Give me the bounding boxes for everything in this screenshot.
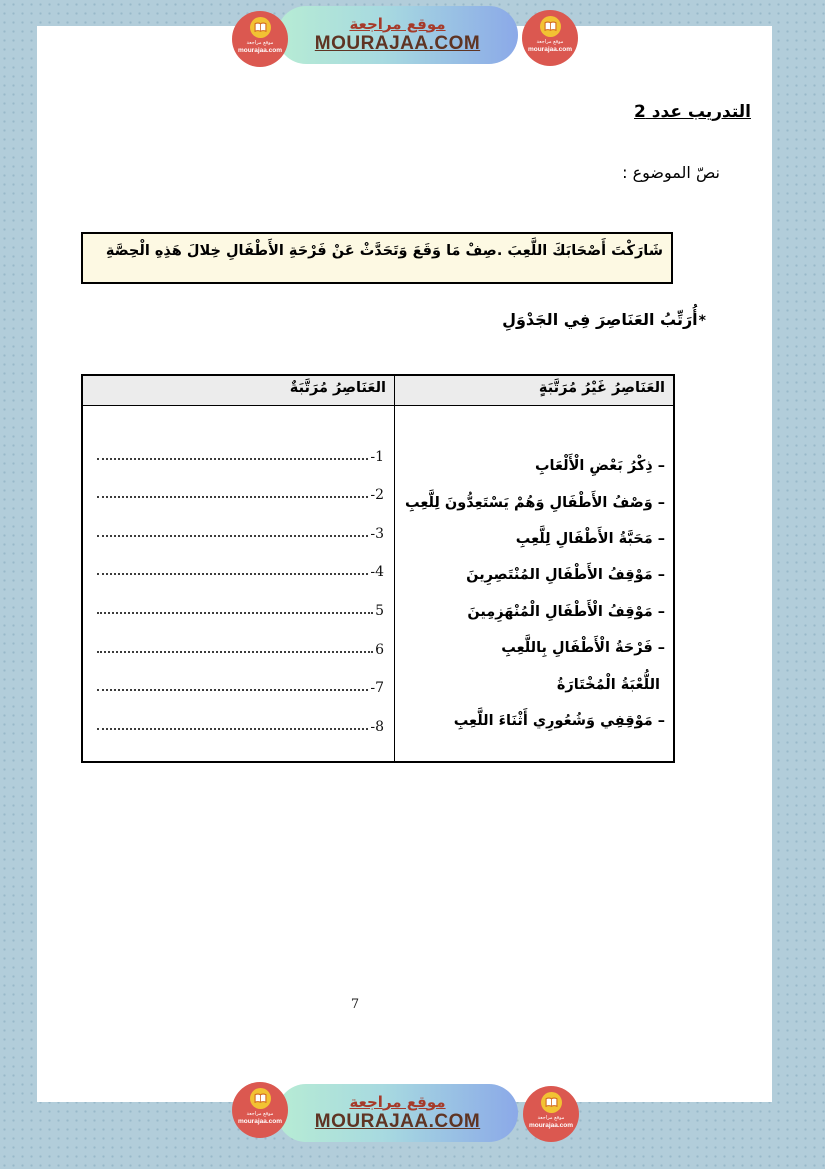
line-number: -7 <box>370 680 384 697</box>
dash-bullet: – <box>657 640 665 657</box>
logo-caption-domain: mourajaa.com <box>527 45 573 53</box>
logo-caption-arabic: موقع مراجعة <box>537 1115 565 1121</box>
line-number: 6 <box>375 641 384 658</box>
dotted-leader <box>97 612 373 614</box>
dotted-leader <box>97 728 368 730</box>
logo-caption-domain: mourajaa.com <box>237 46 283 54</box>
answer-line <box>97 696 384 735</box>
ordered-elements-cell <box>83 406 394 761</box>
dash-bullet: – <box>657 712 665 729</box>
answer-line <box>97 465 384 504</box>
line-number: -2 <box>370 487 384 504</box>
answer-line <box>97 542 384 581</box>
dash-bullet: – <box>657 458 665 475</box>
site-domain-link[interactable]: MOURAJAA.COM <box>314 33 481 55</box>
dotted-leader <box>97 573 368 575</box>
site-name-arabic: موقع مراجعة <box>349 1092 446 1111</box>
table-header-row <box>83 376 673 406</box>
list-item <box>399 484 665 520</box>
prompt-box <box>81 232 673 284</box>
site-domain-link[interactable]: MOURAJAA.COM <box>314 1111 481 1133</box>
dotted-leader <box>97 535 368 537</box>
list-item <box>399 557 665 593</box>
item-text: مَوْقِفُ الأَطْفَالِ المُنْتَصِرِينَ <box>466 567 653 584</box>
answer-line <box>97 503 384 542</box>
dotted-leader <box>97 689 368 691</box>
unordered-elements-cell <box>394 406 673 761</box>
answer-line <box>97 658 384 697</box>
item-text: مَوْقِفُ الْأَطْفَالِ الْمُنْهَزِمِينَ <box>467 603 653 620</box>
site-logo-top-left <box>232 11 288 67</box>
logo-caption-arabic: موقع مراجعة <box>246 40 274 46</box>
dash-bullet: – <box>657 494 665 511</box>
site-banner-bottom[interactable] <box>277 1084 518 1142</box>
dash-bullet: – <box>657 603 665 620</box>
prompt-text: شَارَكْتَ أَصْحَابَكَ اللَّعِبَ .صِفْ مَا وَقَعَ وَتَحَدَّثْ عَنْ فَرْحَةِ الأَطْفَالِ خِلالَ هَذِهِ الْحِصَّةِ <box>105 243 663 259</box>
answer-line <box>97 619 384 658</box>
list-item <box>399 521 665 557</box>
list-item <box>399 594 665 630</box>
dotted-leader <box>97 458 368 460</box>
dash-bullet: – <box>657 567 665 584</box>
list-item <box>399 630 665 666</box>
line-number: -8 <box>370 718 384 735</box>
item-text: مَوْقِفِي وَشُعُورِي أَثْنَاءَ اللَّعِبِ <box>453 712 653 729</box>
list-item <box>399 703 665 739</box>
dotted-leader <box>97 651 373 653</box>
instruction-text: أُرَتِّبُ العَنَاصِرَ فِي الجَدْوَلِ <box>502 310 698 329</box>
site-logo-bottom-left <box>232 1082 288 1138</box>
answer-line <box>97 580 384 619</box>
item-text: وَصْفُ الأَطْفَالِ وَهُمْ يَسْتَعِدُّونَ لِلَّعِبِ <box>404 494 653 511</box>
list-item <box>399 448 665 484</box>
site-logo-bottom-right <box>523 1086 579 1142</box>
line-number: -3 <box>370 525 384 542</box>
site-name-arabic: موقع مراجعة <box>349 14 446 33</box>
item-text: اللُّعْبَةُ الْمُخْتَارَةُ <box>556 676 660 693</box>
header-ordered-elements: العَنَاصِرُ مُرَتَّبَةٌ <box>289 380 386 396</box>
line-number: 5 <box>375 602 384 619</box>
instruction-line <box>502 310 706 329</box>
line-number: -1 <box>370 448 384 465</box>
subject-label: نصّ الموضوع : <box>622 163 720 182</box>
dotted-leader <box>97 496 368 498</box>
header-unordered-elements: العَنَاصِرُ غَيْرُ مُرَتَّبَةٍ <box>394 376 673 405</box>
line-number: -4 <box>370 564 384 581</box>
elements-table <box>81 374 675 763</box>
list-item <box>399 666 665 702</box>
logo-caption-arabic: موقع مراجعة <box>536 39 564 45</box>
page-number: 7 <box>350 997 360 1012</box>
site-logo-top-right <box>522 10 578 66</box>
logo-caption-arabic: موقع مراجعة <box>246 1111 274 1117</box>
table-body-row <box>83 406 673 761</box>
open-book-icon <box>540 16 561 37</box>
open-book-icon <box>250 1088 271 1109</box>
item-text: ذِكْرُ بَعْضِ الْأَلْعَابِ <box>534 458 653 475</box>
asterisk-bullet-icon: * <box>698 313 706 329</box>
item-text: فَرْحَةُ الْأَطْفَالِ بِاللَّعِبِ <box>501 640 653 657</box>
item-text: مَحَبَّةُ الأَطْفَالِ لِلَّعِبِ <box>515 530 653 547</box>
site-banner-top[interactable] <box>277 6 518 64</box>
open-book-icon <box>541 1092 562 1113</box>
open-book-icon <box>250 17 271 38</box>
logo-caption-domain: mourajaa.com <box>528 1121 574 1129</box>
dash-bullet: – <box>657 530 665 547</box>
logo-caption-domain: mourajaa.com <box>237 1117 283 1125</box>
answer-line <box>97 426 384 465</box>
exercise-heading: التدريب عدد 2 <box>634 102 751 122</box>
